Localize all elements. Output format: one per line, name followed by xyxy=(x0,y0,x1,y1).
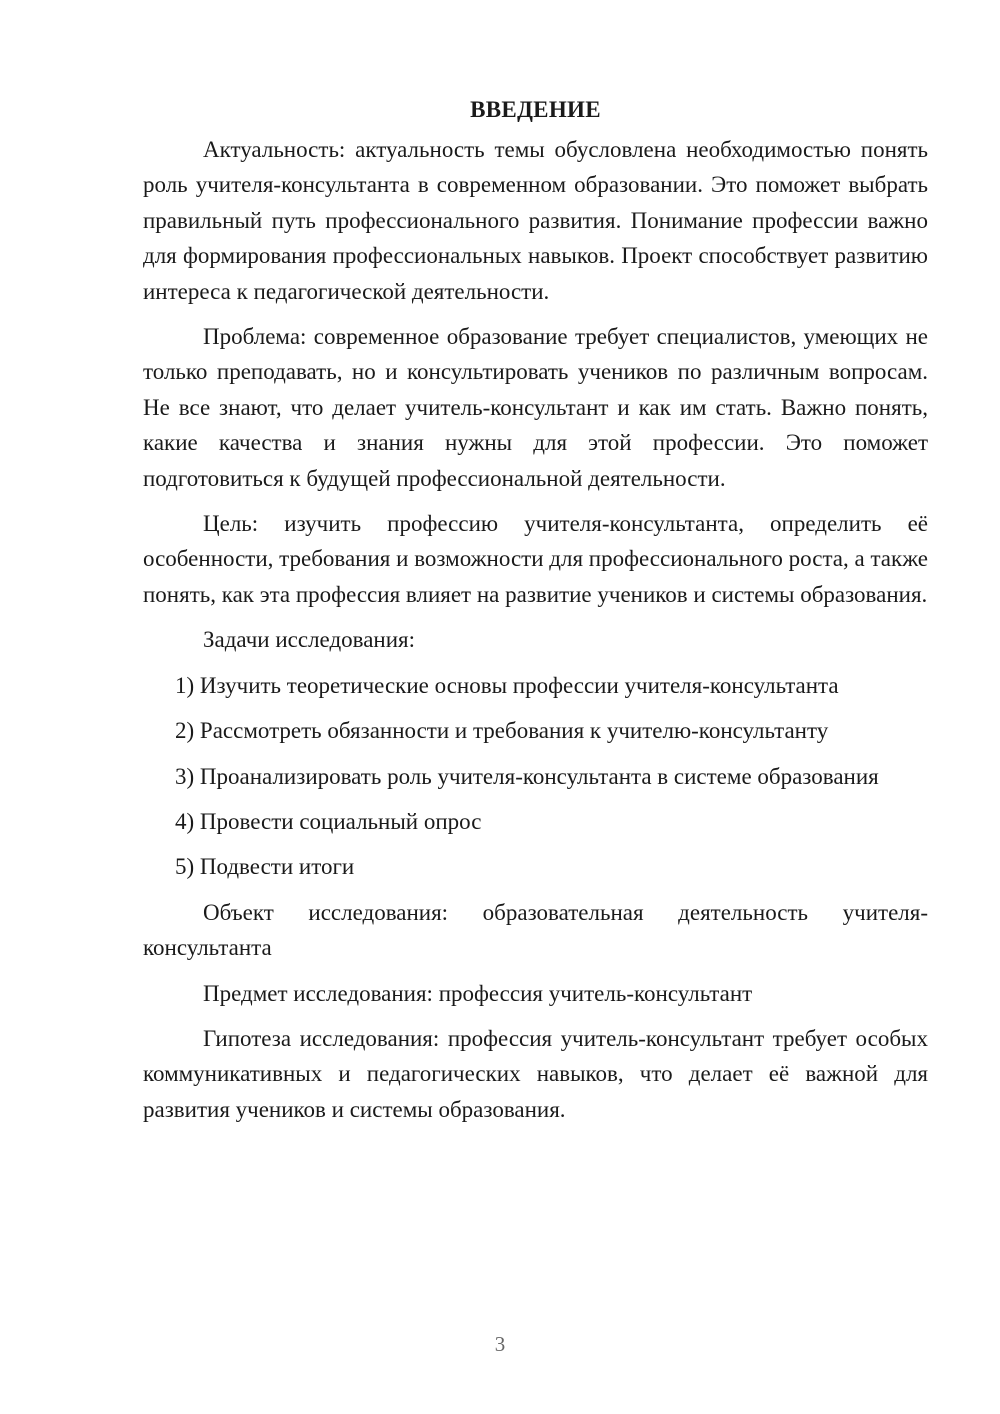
task-item-4: 4) Провести социальный опрос xyxy=(175,808,482,834)
task-item-2: 2) Рассмотреть обязанности и требования к учителю-консультанту xyxy=(175,718,829,744)
hypothesis-paragraph: Гипотеза исследования: профессия учитель-консультант требует особых коммуникативных и педагогических навыков, что делает её важной для развития учеников и системы образования. xyxy=(143,1025,928,1122)
relevance-paragraph: Актуальность: актуальность темы обусловлена необходимостью понять роль учителя-консультанта в современном образовании. Это поможет выбрать правильный путь профессионального развития. Понимание профессии важно для формирования профессиональных навыков. Проект способствует развитию интереса к педагогической деятельности. xyxy=(143,137,928,304)
task-item-5: 5) Подвести итоги xyxy=(175,854,355,880)
task-item-3: 3) Проанализировать роль учителя-консультанта в системе образования xyxy=(175,763,879,789)
object-paragraph: Объект исследования: образовательная деятельность учителя-консультанта xyxy=(143,899,928,961)
page-content xyxy=(143,92,928,1137)
tasks-title: Задачи исследования: xyxy=(203,627,416,653)
problem-paragraph: Проблема: современное образование требует специалистов, умеющих не только преподавать, но и консультировать учеников по различным вопросам. Не все знают, что делает учитель-консультант и как им стать. Важно понять, какие качества и знания нужны для этой профессии. Это поможет подготовиться к будущей профессиональной деятельности. xyxy=(143,324,928,491)
subject-paragraph: Предмет исследования: профессия учитель-консультант xyxy=(203,980,753,1006)
section-heading: ВВЕДЕНИЕ xyxy=(470,97,601,122)
task-item-1: 1) Изучить теоретические основы профессии учителя-консультанта xyxy=(175,672,839,698)
goal-paragraph: Цель: изучить профессию учителя-консультанта, определить её особенности, требования и возможности для профессионального роста, а также понять, как эта профессия влияет на развитие учеников и системы образования. xyxy=(143,511,928,607)
page-number: 3 xyxy=(494,1332,506,1356)
